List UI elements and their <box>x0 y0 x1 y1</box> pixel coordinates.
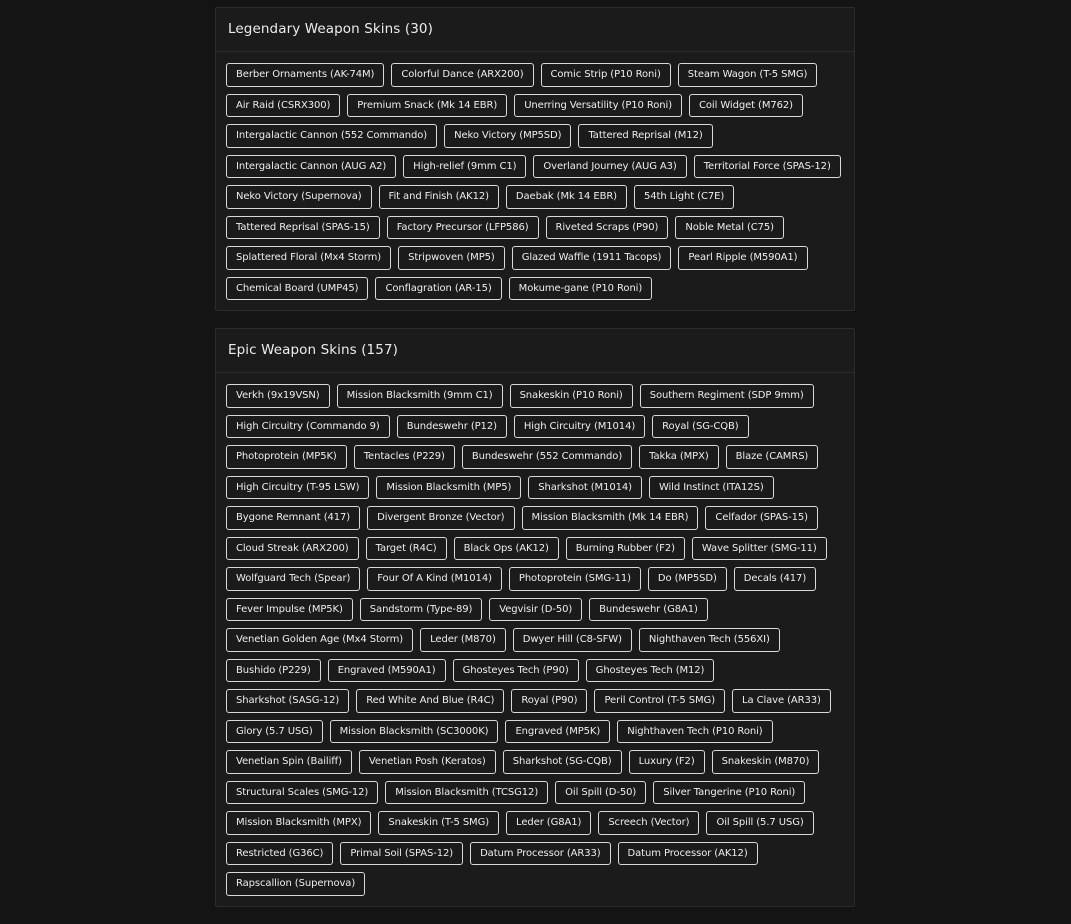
skin-chip[interactable]: Dwyer Hill (C8-SFW) <box>513 628 632 652</box>
skin-chip[interactable]: Mokume-gane (P10 Roni) <box>509 277 652 301</box>
skin-chip[interactable]: Mission Blacksmith (TCSG12) <box>385 781 548 805</box>
skin-chip[interactable]: High-relief (9mm C1) <box>403 155 526 179</box>
skin-chip[interactable]: Territorial Force (SPAS-12) <box>694 155 841 179</box>
skin-chip[interactable]: Riveted Scraps (P90) <box>546 216 669 240</box>
skin-chip[interactable]: Overland Journey (AUG A3) <box>533 155 686 179</box>
skin-chip[interactable]: Four Of A Kind (M1014) <box>367 567 502 591</box>
skin-chip[interactable]: Engraved (M590A1) <box>328 659 446 683</box>
skin-chip[interactable]: Datum Processor (AK12) <box>618 842 758 866</box>
skin-chip[interactable]: Steam Wagon (T-5 SMG) <box>678 63 818 87</box>
skin-chip[interactable]: Mission Blacksmith (MPX) <box>226 811 371 835</box>
skin-chip[interactable]: Takka (MPX) <box>639 445 719 469</box>
skin-chip[interactable]: Venetian Golden Age (Mx4 Storm) <box>226 628 413 652</box>
skin-chip[interactable]: Vegvisir (D-50) <box>489 598 582 622</box>
skin-chip[interactable]: Glory (5.7 USG) <box>226 720 323 744</box>
skin-chip[interactable]: Southern Regiment (SDP 9mm) <box>640 384 814 408</box>
section-title: Epic Weapon Skins (157) <box>216 329 854 373</box>
skin-chip[interactable]: Royal (SG-CQB) <box>652 415 748 439</box>
skin-chip[interactable]: Nighthaven Tech (556XI) <box>639 628 780 652</box>
skin-chip[interactable]: High Circuitry (Commando 9) <box>226 415 390 439</box>
skin-chip[interactable]: Mission Blacksmith (MP5) <box>376 476 521 500</box>
skin-chip[interactable]: Splattered Floral (Mx4 Storm) <box>226 246 391 270</box>
skin-chip[interactable]: Bundeswehr (G8A1) <box>589 598 708 622</box>
skin-chip[interactable]: Venetian Spin (Bailiff) <box>226 750 352 774</box>
skin-section-panel <box>215 328 855 907</box>
skin-chip[interactable]: Bushido (P229) <box>226 659 321 683</box>
skin-chip[interactable]: Ghosteyes Tech (P90) <box>453 659 579 683</box>
skin-chip[interactable]: Oil Spill (5.7 USG) <box>706 811 813 835</box>
skin-chip[interactable]: Luxury (F2) <box>629 750 705 774</box>
skin-chip[interactable]: Stripwoven (MP5) <box>398 246 505 270</box>
skin-chip[interactable]: Mission Blacksmith (Mk 14 EBR) <box>522 506 699 530</box>
skin-chip[interactable]: Royal (P90) <box>511 689 587 713</box>
skin-chip[interactable]: Red White And Blue (R4C) <box>356 689 504 713</box>
skin-chip[interactable]: Glazed Waffle (1911 Tacops) <box>512 246 672 270</box>
skin-chip[interactable]: Tattered Reprisal (SPAS-15) <box>226 216 380 240</box>
skin-chip[interactable]: Coil Widget (M762) <box>689 94 803 118</box>
skin-chip[interactable]: Celfador (SPAS-15) <box>705 506 818 530</box>
skin-chip[interactable]: Divergent Bronze (Vector) <box>367 506 514 530</box>
skin-chip[interactable]: Peril Control (T-5 SMG) <box>594 689 725 713</box>
skin-chip[interactable]: Comic Strip (P10 Roni) <box>541 63 671 87</box>
skin-chip[interactable]: Do (MP5SD) <box>648 567 727 591</box>
skin-chip[interactable]: Sharkshot (SG-CQB) <box>503 750 622 774</box>
skin-chip[interactable]: Pearl Ripple (M590A1) <box>678 246 807 270</box>
skin-chip[interactable]: Verkh (9x19VSN) <box>226 384 330 408</box>
skin-chip[interactable]: High Circuitry (M1014) <box>514 415 645 439</box>
skin-chip[interactable]: Bundeswehr (552 Commando) <box>462 445 632 469</box>
skin-chip[interactable]: Colorful Dance (ARX200) <box>391 63 533 87</box>
skin-chip[interactable]: Silver Tangerine (P10 Roni) <box>653 781 805 805</box>
skin-chip[interactable]: Neko Victory (MP5SD) <box>444 124 571 148</box>
skin-chip[interactable]: Intergalactic Cannon (552 Commando) <box>226 124 437 148</box>
skin-chip[interactable]: Wave Splitter (SMG-11) <box>692 537 827 561</box>
skin-chip[interactable]: La Clave (AR33) <box>732 689 831 713</box>
skin-chip[interactable]: 54th Light (C7E) <box>634 185 734 209</box>
skin-chip[interactable]: Tentacles (P229) <box>354 445 455 469</box>
skin-chip[interactable]: Premium Snack (Mk 14 EBR) <box>347 94 507 118</box>
skin-chip[interactable]: Noble Metal (C75) <box>675 216 784 240</box>
skin-chip[interactable]: Berber Ornaments (AK-74M) <box>226 63 384 87</box>
skin-chip[interactable]: Leder (G8A1) <box>506 811 591 835</box>
skin-chip[interactable]: Sharkshot (SASG-12) <box>226 689 349 713</box>
skin-chip[interactable]: Decals (417) <box>734 567 816 591</box>
skin-chip[interactable]: Screech (Vector) <box>598 811 699 835</box>
skin-chip[interactable]: High Circuitry (T-95 LSW) <box>226 476 369 500</box>
skin-chip[interactable]: Leder (M870) <box>420 628 506 652</box>
skin-chip[interactable]: Chemical Board (UMP45) <box>226 277 368 301</box>
skin-chip[interactable]: Black Ops (AK12) <box>454 537 559 561</box>
skin-chip[interactable]: Cloud Streak (ARX200) <box>226 537 359 561</box>
skin-section-panel <box>215 7 855 311</box>
skin-chip[interactable]: Air Raid (CSRX300) <box>226 94 340 118</box>
skin-chip[interactable]: Fit and Finish (AK12) <box>379 185 499 209</box>
skin-chip[interactable]: Ghosteyes Tech (M12) <box>586 659 715 683</box>
skin-chip[interactable]: Primal Soil (SPAS-12) <box>340 842 463 866</box>
skins-container <box>215 7 855 924</box>
skin-chip[interactable]: Rapscallion (Supernova) <box>226 872 365 896</box>
skin-chip[interactable]: Blaze (CAMRS) <box>726 445 819 469</box>
skin-chip[interactable]: Mission Blacksmith (SC3000K) <box>330 720 499 744</box>
skin-chip[interactable]: Photoprotein (MP5K) <box>226 445 347 469</box>
skin-chip[interactable]: Venetian Posh (Keratos) <box>359 750 496 774</box>
skin-chip[interactable]: Snakeskin (M870) <box>712 750 820 774</box>
skin-chip[interactable]: Structural Scales (SMG-12) <box>226 781 378 805</box>
skin-chip[interactable]: Burning Rubber (F2) <box>566 537 685 561</box>
skin-chip-list <box>216 373 854 906</box>
skin-chip[interactable]: Oil Spill (D-50) <box>555 781 646 805</box>
skin-chip[interactable]: Photoprotein (SMG-11) <box>509 567 641 591</box>
skin-chip[interactable]: Factory Precursor (LFP586) <box>387 216 539 240</box>
skin-chip[interactable]: Wolfguard Tech (Spear) <box>226 567 360 591</box>
skin-chip[interactable]: Unerring Versatility (P10 Roni) <box>514 94 682 118</box>
skin-chip[interactable]: Conflagration (AR-15) <box>375 277 501 301</box>
skin-chip[interactable]: Tattered Reprisal (M12) <box>578 124 712 148</box>
skin-chip[interactable]: Daebak (Mk 14 EBR) <box>506 185 627 209</box>
skin-chip[interactable]: Nighthaven Tech (P10 Roni) <box>617 720 772 744</box>
skin-chip[interactable]: Snakeskin (P10 Roni) <box>510 384 633 408</box>
skin-chip[interactable]: Bundeswehr (P12) <box>397 415 507 439</box>
skin-chip-list <box>216 52 854 310</box>
skin-chip[interactable]: Intergalactic Cannon (AUG A2) <box>226 155 396 179</box>
skin-chip[interactable]: Datum Processor (AR33) <box>470 842 610 866</box>
skin-chip[interactable]: Neko Victory (Supernova) <box>226 185 372 209</box>
skin-chip[interactable]: Engraved (MP5K) <box>505 720 610 744</box>
skin-chip[interactable]: Sandstorm (Type-89) <box>360 598 482 622</box>
skin-chip[interactable]: Wild Instinct (ITA12S) <box>649 476 774 500</box>
skin-chip[interactable]: Fever Impulse (MP5K) <box>226 598 353 622</box>
skin-chip[interactable]: Restricted (G36C) <box>226 842 333 866</box>
skin-chip[interactable]: Mission Blacksmith (9mm C1) <box>337 384 503 408</box>
skin-chip[interactable]: Snakeskin (T-5 SMG) <box>378 811 499 835</box>
skin-chip[interactable]: Target (R4C) <box>366 537 447 561</box>
section-title: Legendary Weapon Skins (30) <box>216 8 854 52</box>
skin-chip[interactable]: Bygone Remnant (417) <box>226 506 360 530</box>
skin-chip[interactable]: Sharkshot (M1014) <box>528 476 642 500</box>
